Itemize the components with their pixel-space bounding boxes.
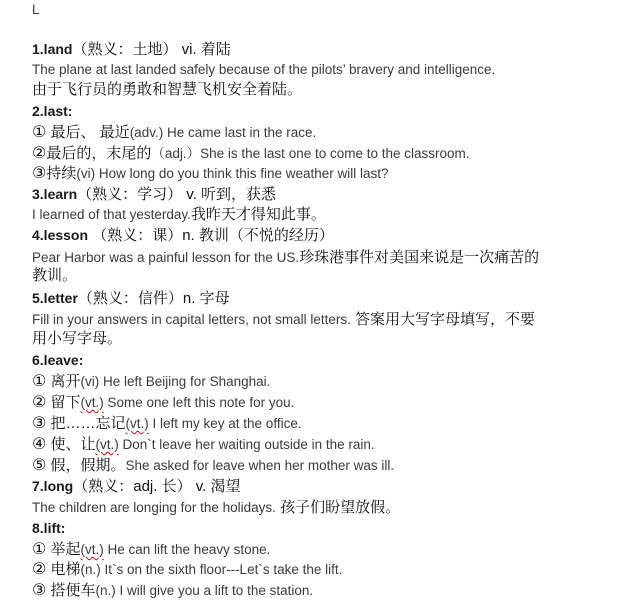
part-of-speech: (vi) [80, 374, 100, 389]
entry-word: 6.leave: [32, 352, 84, 368]
example-sentence: Pear Harbor was a painful lesson for the US. [32, 250, 300, 265]
entry-meaning: （熟义：学习） v. 听到，获悉 [77, 186, 277, 203]
sense-meaning: 把……忘记 [46, 415, 126, 432]
example-sentence: He left Beijing for Shanghai. [99, 374, 271, 389]
circled-number: ② [32, 394, 47, 411]
example-sentence: Some one left this note for you. [103, 395, 295, 410]
entry-word: 4.lesson [32, 227, 89, 243]
entry-word: 2.last: [32, 103, 73, 119]
part-of-speech: (n.) [80, 562, 101, 577]
sense-meaning: 假，假期。 [46, 457, 126, 474]
circled-number: ① [32, 124, 47, 141]
example-sentence: I learned of that yesterday. [32, 207, 191, 222]
sense-item [32, 559, 342, 579]
entry-land-heading [32, 39, 231, 59]
entry-meaning: （熟义：adj. 长） v. 渴望 [73, 478, 241, 495]
entry-word: 3.learn [32, 186, 78, 202]
example-line [32, 497, 400, 517]
example-translation: 用小写字母。 [32, 330, 123, 347]
example-translation: 由于飞行员的勇敢和智慧飞机安全着陆。 [32, 81, 303, 98]
entry-meaning: （熟义：信件）n. 字母 [77, 290, 230, 307]
example-sentence: She asked for leave when her mother was ill. [125, 458, 395, 473]
part-of-speech-spellcheck: (vt.) [95, 437, 119, 452]
sense-item [32, 122, 316, 142]
letter-heading: L [32, 2, 40, 17]
entry-word: 7.long [32, 478, 74, 494]
example-sentence: She is the last one to come to the classroom. [200, 146, 470, 161]
entry-word: 1.land [32, 41, 73, 57]
sense-item [32, 371, 270, 391]
example-sentence: The plane at last landed safely because of the pilots’ bravery and intelligence. [32, 62, 496, 77]
sense-meaning: 搭便车 [46, 582, 96, 599]
example-translation: 教训。 [32, 267, 78, 284]
example-sentence: Don`t leave her waiting outside in the rain. [118, 437, 375, 452]
sense-item [32, 580, 313, 600]
sense-item [32, 455, 394, 475]
circled-number: ② [32, 561, 47, 578]
example-sentence: I left my key at the office. [148, 416, 302, 431]
example-translation: 答案用大写字母填写，不要 [350, 311, 536, 328]
circled-number: ③ [32, 165, 47, 182]
sense-meaning: 留下 [46, 394, 81, 411]
part-of-speech: (n.) [95, 583, 116, 598]
example-translation: 我昨天才得知此事。 [190, 206, 326, 223]
sense-meaning: 离开 [46, 373, 81, 390]
circled-number: ③ [32, 582, 47, 599]
part-of-speech: (vi) [76, 166, 96, 181]
entry-meaning: （熟义：课）n. 教训（不悦的经历） [88, 227, 334, 244]
circled-number: ① [32, 373, 47, 390]
circled-number: ① [32, 541, 47, 558]
sense-item [32, 163, 389, 183]
part-of-speech-spellcheck: (vt.) [80, 395, 104, 410]
part-of-speech: （adj.） [151, 146, 201, 161]
entry-word: 8.lift: [32, 520, 66, 536]
part-of-speech-spellcheck: (vt.) [80, 542, 104, 557]
entry-learn-heading [32, 184, 276, 204]
circled-number: ④ [32, 436, 47, 453]
example-sentence: He can lift the heavy stone. [103, 542, 271, 557]
sense-meaning: 电梯 [46, 561, 81, 578]
sense-item [32, 539, 270, 559]
sense-meaning: 持续 [46, 165, 77, 182]
circled-number: ⑤ [32, 457, 47, 474]
example-line [32, 309, 535, 329]
sense-meaning: 最后、 最近 [46, 124, 130, 141]
example-sentence: The children are longing for the holidays. [32, 500, 276, 515]
example-line [32, 204, 326, 224]
part-of-speech-spellcheck: (vt.) [125, 416, 149, 431]
circled-number: ③ [32, 415, 47, 432]
example-sentence: I will give you a lift to the station. [115, 583, 314, 598]
example-translation: 珍珠港事件对美国来说是一次痛苦的 [299, 249, 540, 266]
sense-item [32, 143, 470, 163]
part-of-speech: (adv.) [129, 125, 164, 140]
sense-item [32, 413, 302, 433]
entry-word: 5.letter [32, 290, 78, 306]
sense-meaning: 使、让 [46, 436, 96, 453]
example-sentence: How long do you think this fine weather will last? [95, 166, 389, 181]
sense-item [32, 392, 294, 412]
example-translation: 孩子们盼望放假。 [275, 499, 401, 516]
example-sentence: Fill in your answers in capital letters, not small letters. [32, 312, 351, 327]
circled-number: ② [32, 145, 47, 162]
sense-item [32, 434, 375, 454]
entry-long-heading [32, 476, 240, 496]
entry-lesson-heading [32, 225, 334, 245]
example-sentence: He came last in the race. [163, 125, 317, 140]
sense-meaning: 最后的，末尾的 [46, 145, 152, 162]
entry-letter-heading [32, 288, 230, 308]
example-line [32, 247, 539, 267]
sense-meaning: 举起 [46, 541, 81, 558]
entry-meaning: （熟义：土地） vi. 着陆 [72, 41, 231, 58]
example-sentence: It`s on the sixth floor---Let`s take the lift. [100, 562, 343, 577]
